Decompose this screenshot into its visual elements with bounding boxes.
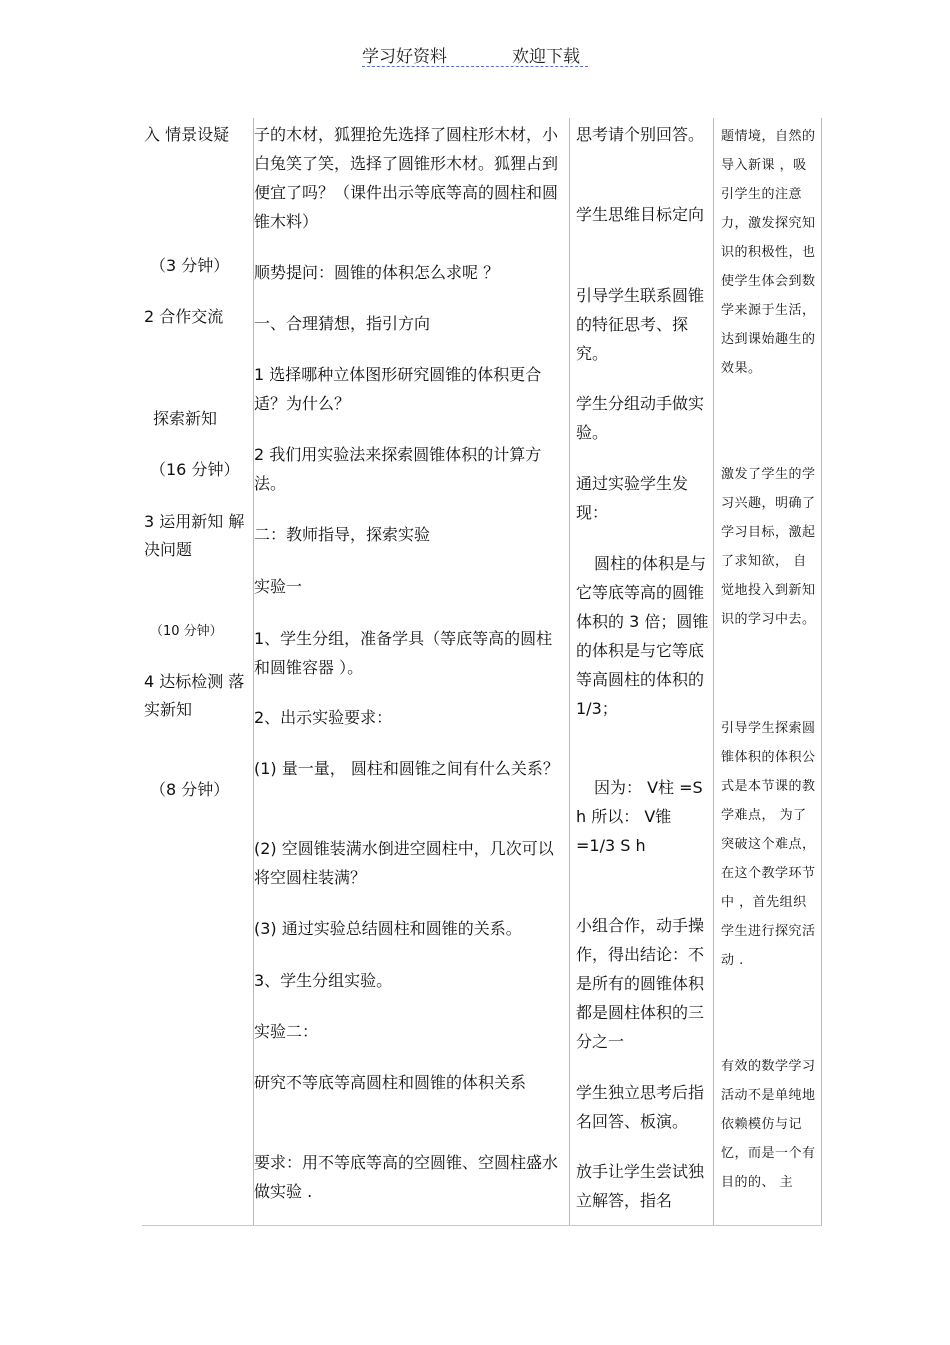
intent-paragraph: 题情境，自然的导入新课 ，吸引学生的注意力，激发探究知识的积极性，也使学生体会到数学来源于生活，达到课始趣生的效果。: [721, 129, 816, 376]
process-paragraph: 顺势提问：圆锥的体积怎么求呢 ？: [254, 263, 500, 282]
activity-paragraph: 引导学生联系圆锥的特征思考、探究。: [576, 286, 705, 363]
table-right-border: [821, 118, 822, 1225]
process-paragraph: (1) 量一量， 圆柱和圆锥之间有什么关系？: [254, 759, 559, 778]
process-paragraph: 要求：用不等底等高的空圆锥、空圆柱盛水做实验 .: [254, 1153, 559, 1201]
header-right-text: 欢迎下载: [512, 47, 580, 67]
stage-time: （16 分钟）: [150, 460, 240, 479]
process-paragraph: 1 选择哪种立体图形研究圆锥的体积更合适？为什么？: [254, 365, 542, 413]
stage-label: 探索新知: [153, 409, 218, 428]
process-paragraph: 3、学生分组实验。: [254, 971, 393, 990]
activity-paragraph: 学生分组动手做实验。: [576, 394, 705, 442]
process-heading: 实验二：: [254, 1022, 319, 1041]
process-paragraph: (3) 通过实验总结圆柱和圆锥的关系。: [254, 919, 522, 938]
process-paragraph: 研究不等底等高圆柱和圆锥的体积关系: [254, 1073, 527, 1092]
page-header: [362, 40, 588, 67]
activity-paragraph: 通过实验学生发现：: [576, 474, 689, 522]
table-divider-2: [569, 118, 570, 1225]
process-heading: 一、合理猜想，指引方向: [254, 314, 431, 333]
stage-label: 2 合作交流: [144, 307, 224, 326]
intent-paragraph: 激发了学生的学习兴趣，明确了学习目标，激起了求知欲， 自觉地投入到新知识的学习中去。: [721, 467, 816, 627]
process-paragraph: 2、出示实验要求：: [254, 708, 393, 727]
activity-paragraph: 学生思维目标定向: [576, 205, 705, 224]
process-heading: 实验一: [254, 577, 303, 596]
process-paragraph: 1、学生分组，准备学具（等底等高的圆柱和圆锥容器 ）。: [254, 629, 553, 677]
intent-paragraph: 引导学生探索圆锥体积的体积公式是本节课的教学难点， 为了突破这个难点， 在这个教学环节中 ，首先组织学生进行探究活动 .: [721, 721, 816, 968]
table-bottom-border: [142, 1225, 822, 1226]
stage-time: （8 分钟）: [150, 780, 230, 799]
activity-paragraph: 圆柱的体积是与它等底等高的圆锥体积的 3 倍；圆锥的体积是与它等底等高圆柱的体积的 1/3；: [576, 554, 709, 718]
stage-label: 3 运用新知 解决问题: [144, 512, 245, 559]
process-paragraph: 子的木材，狐狸抢先选择了圆柱形木材，小白兔笑了笑，选择了圆锥形木材。狐狸占到便宜了吗？（课件出示等底等高的圆柱和圆锥木料）: [254, 125, 559, 231]
process-paragraph: 2 我们用实验法来探索圆锥体积的计算方法。: [254, 445, 542, 493]
stage-label: 入 情景设疑: [144, 125, 230, 144]
header-left-text: 学习好资料: [362, 47, 447, 67]
table-divider-3: [713, 118, 714, 1225]
process-heading: 二：教师指导，探索实验: [254, 525, 431, 544]
activity-paragraph: 放手让学生尝试独立解答，指名: [576, 1162, 705, 1210]
activity-paragraph: 学生独立思考后指名回答、板演。: [576, 1083, 705, 1131]
activity-formula: 因为： V柱 =S h 所以： V锥 =1/3 S h: [576, 778, 703, 855]
process-paragraph: (2) 空圆锥装满水倒进空圆柱中，几次可以将空圆柱装满？: [254, 839, 554, 887]
activity-paragraph: 思考请个别回答。: [576, 125, 705, 144]
intent-paragraph: 有效的数学学习活动不是单纯地依赖模仿与记忆，而是一个有目的的、 主: [721, 1059, 816, 1190]
stage-time: （10 分钟）: [150, 624, 223, 639]
stage-time: （3 分钟）: [150, 256, 230, 275]
activity-paragraph: 小组合作，动手操作，得出结论：不是所有的圆锥体积都是圆柱体积的三分之一: [576, 916, 705, 1051]
stage-label: 4 达标检测 落实新知: [144, 672, 245, 719]
